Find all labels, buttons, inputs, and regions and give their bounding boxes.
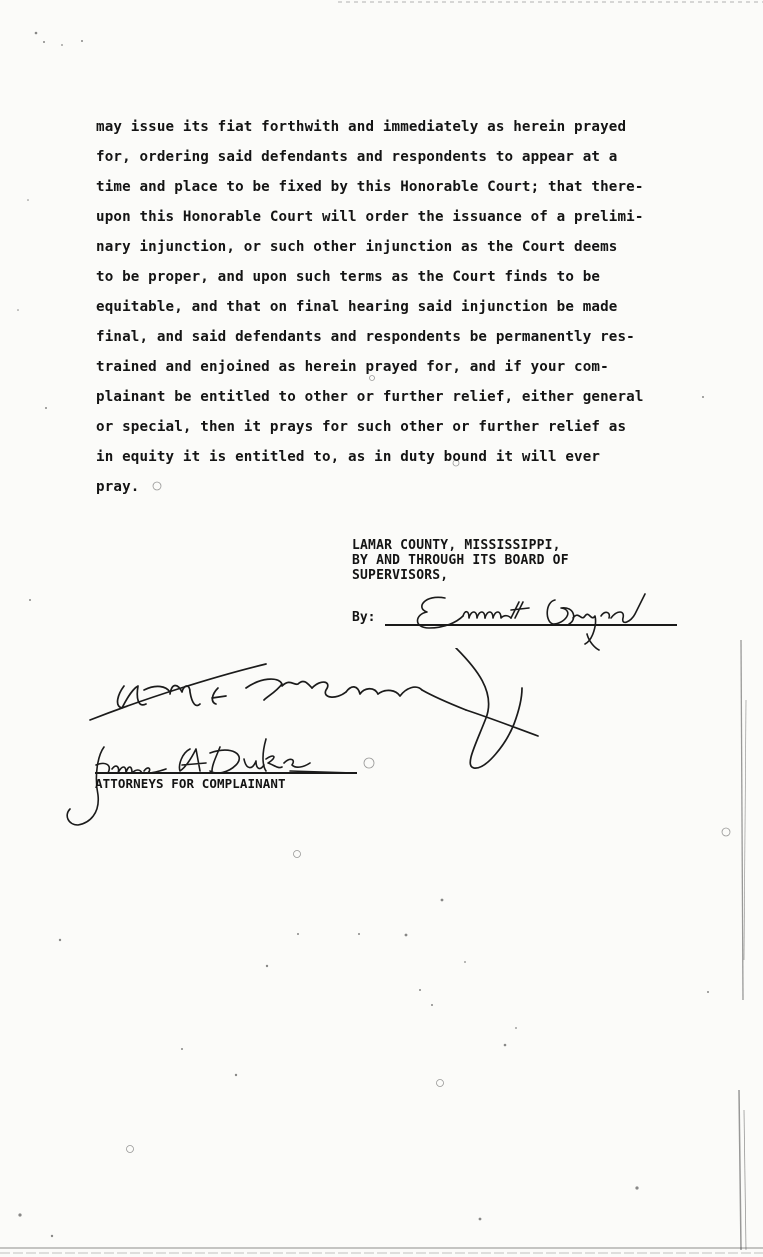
signature-line <box>95 772 357 774</box>
body-line: trained and enjoined as herein prayed for, and if your com- <box>96 359 609 375</box>
emmett-byrd-signature <box>405 588 675 654</box>
signature-block-line: SUPERVISORS, <box>352 568 449 583</box>
signature-block-line: BY AND THROUGH ITS BOARD OF <box>352 553 569 568</box>
attorneys-label: ATTORNEYS FOR COMPLAINANT <box>95 776 286 791</box>
body-line: equitable, and that on final hearing said injunction be made <box>96 299 618 315</box>
body-line: final, and said defendants and respondents be permanently res- <box>96 329 635 345</box>
body-line: time and place to be fixed by this Honorable Court; that there- <box>96 179 644 195</box>
body-line: to be proper, and upon such terms as the Court finds to be <box>96 269 601 285</box>
county-signature-block <box>352 538 569 583</box>
body-line: may issue its fiat forthwith and immediately as herein prayed <box>96 119 627 135</box>
body-line: in equity it is entitled to, as in duty bound it will ever <box>96 449 601 465</box>
body-line: pray. <box>96 479 140 495</box>
body-line: nary injunction, or such other injunction as the Court deems <box>96 239 618 255</box>
body-paragraph <box>96 112 696 502</box>
body-line: or special, then it prays for such other or further relief as <box>96 419 627 435</box>
signature-block-line: LAMAR COUNTY, MISSISSIPPI, <box>352 538 561 553</box>
by-label: By: <box>352 610 376 625</box>
body-line: upon this Honorable Court will order the issuance of a prelimi- <box>96 209 644 225</box>
body-line: plainant be entitled to other or further relief, either general <box>96 389 644 405</box>
body-line: for, ordering said defendants and respondents to appear at a <box>96 149 618 165</box>
